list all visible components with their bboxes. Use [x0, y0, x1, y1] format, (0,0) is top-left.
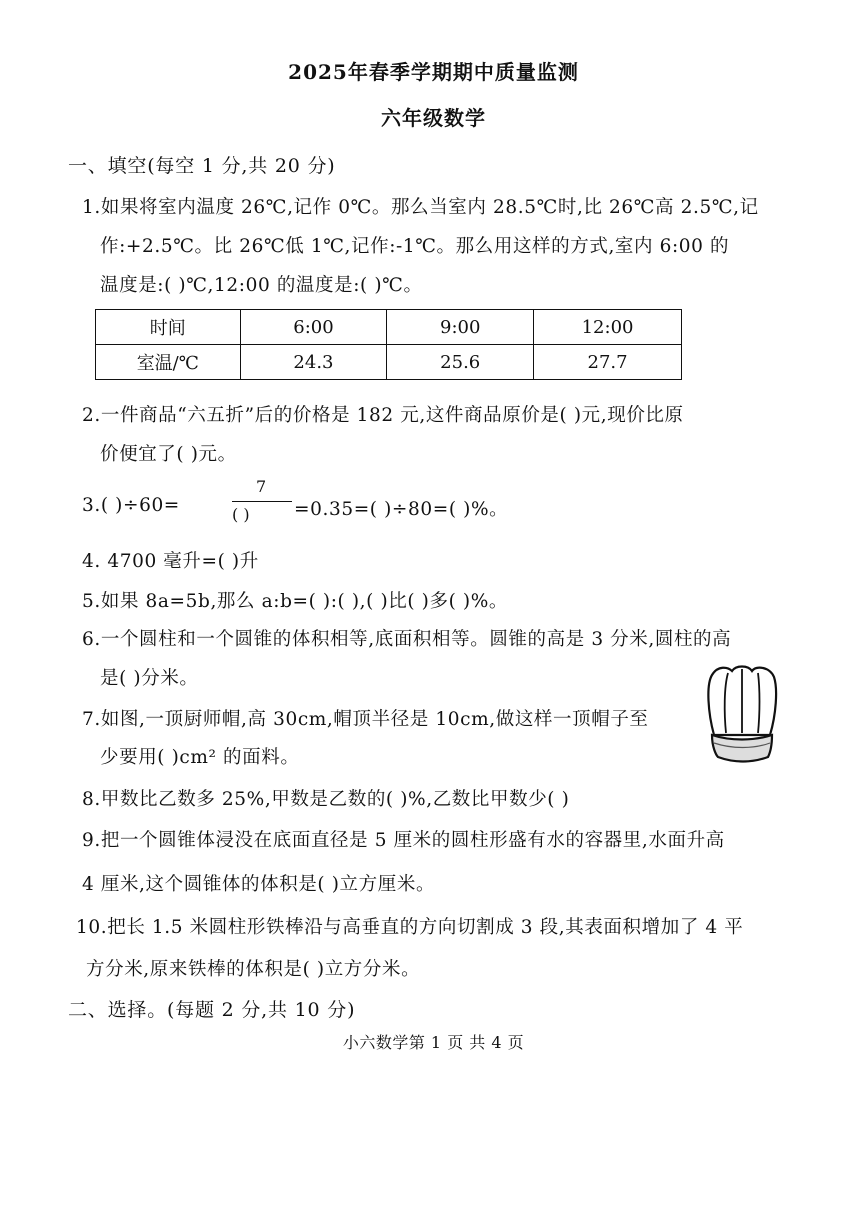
- table-cell: 12:00: [534, 310, 682, 345]
- q6-line2: 是( )分米。: [100, 668, 199, 689]
- section2-heading: 二、选择。(每题 2 分,共 10 分): [68, 999, 356, 1021]
- q1-line2: 作:+2.5℃。比 26℃低 1℃,记作:-1℃。那么用这样的方式,室内 6:00 的: [100, 236, 730, 257]
- q3-part1: 3.( )÷60=: [82, 495, 180, 516]
- exam-subtitle: 六年级数学: [381, 106, 486, 130]
- q1-line1: 1.如果将室内温度 26℃,记作 0℃。那么当室内 28.5℃时,比 26℃高 2.5℃,记: [82, 197, 759, 218]
- q6-line1: 6.一个圆柱和一个圆锥的体积相等,底面积相等。圆锥的高是 3 分米,圆柱的高: [82, 629, 732, 650]
- table-cell: 25.6: [387, 345, 534, 380]
- q3-part2: =0.35=( )÷80=( )%。: [294, 499, 509, 520]
- q2-line1: 2.一件商品“六五折”后的价格是 182 元,这件商品原价是( )元,现价比原: [82, 405, 684, 426]
- table-cell: 室温/℃: [96, 345, 241, 380]
- q7-line1: 7.如图,一顶厨师帽,高 30cm,帽顶半径是 10cm,做这样一顶帽子至: [82, 709, 649, 730]
- q1-line3: 温度是:( )℃,12:00 的温度是:( )℃。: [100, 275, 423, 296]
- table-cell: 27.7: [534, 345, 682, 380]
- q10-line2: 方分米,原来铁棒的体积是( )立方分米。: [86, 959, 421, 980]
- table-row: [96, 345, 682, 380]
- q4-text: 4. 4700 毫升=( )升: [82, 551, 259, 572]
- table-cell: 6:00: [240, 310, 387, 345]
- fraction-denominator: ( ): [232, 505, 250, 524]
- fraction-bar: [232, 501, 292, 502]
- q8-text: 8.甲数比乙数多 25%,甲数是乙数的( )%,乙数比甲数少( ): [82, 789, 570, 810]
- q9-line2: 4 厘米,这个圆锥体的体积是( )立方厘米。: [82, 874, 436, 895]
- q7-line2: 少要用( )cm² 的面料。: [100, 747, 300, 768]
- chef-hat-icon: [704, 663, 780, 767]
- fraction-numerator: 7: [256, 477, 267, 496]
- table-row: [96, 310, 682, 345]
- q2-line2: 价便宜了( )元。: [100, 444, 237, 465]
- temperature-table: [95, 309, 682, 380]
- q5-text: 5.如果 8a=5b,那么 a:b=( ):( ),( )比( )多( )%。: [82, 591, 508, 612]
- table-cell: 时间: [96, 310, 241, 345]
- table-cell: 24.3: [240, 345, 387, 380]
- exam-title: 2025年春季学期期中质量监测: [288, 60, 579, 84]
- page-footer: 小六数学第 1 页 共 4 页: [342, 1033, 525, 1052]
- q10-line1: 10.把长 1.5 米圆柱形铁棒沿与高垂直的方向切割成 3 段,其表面积增加了 4 平: [76, 917, 744, 938]
- q9-line1: 9.把一个圆锥体浸没在底面直径是 5 厘米的圆柱形盛有水的容器里,水面升高: [82, 830, 725, 851]
- section1-heading: 一、填空(每空 1 分,共 20 分): [68, 155, 336, 177]
- table-cell: 9:00: [387, 310, 534, 345]
